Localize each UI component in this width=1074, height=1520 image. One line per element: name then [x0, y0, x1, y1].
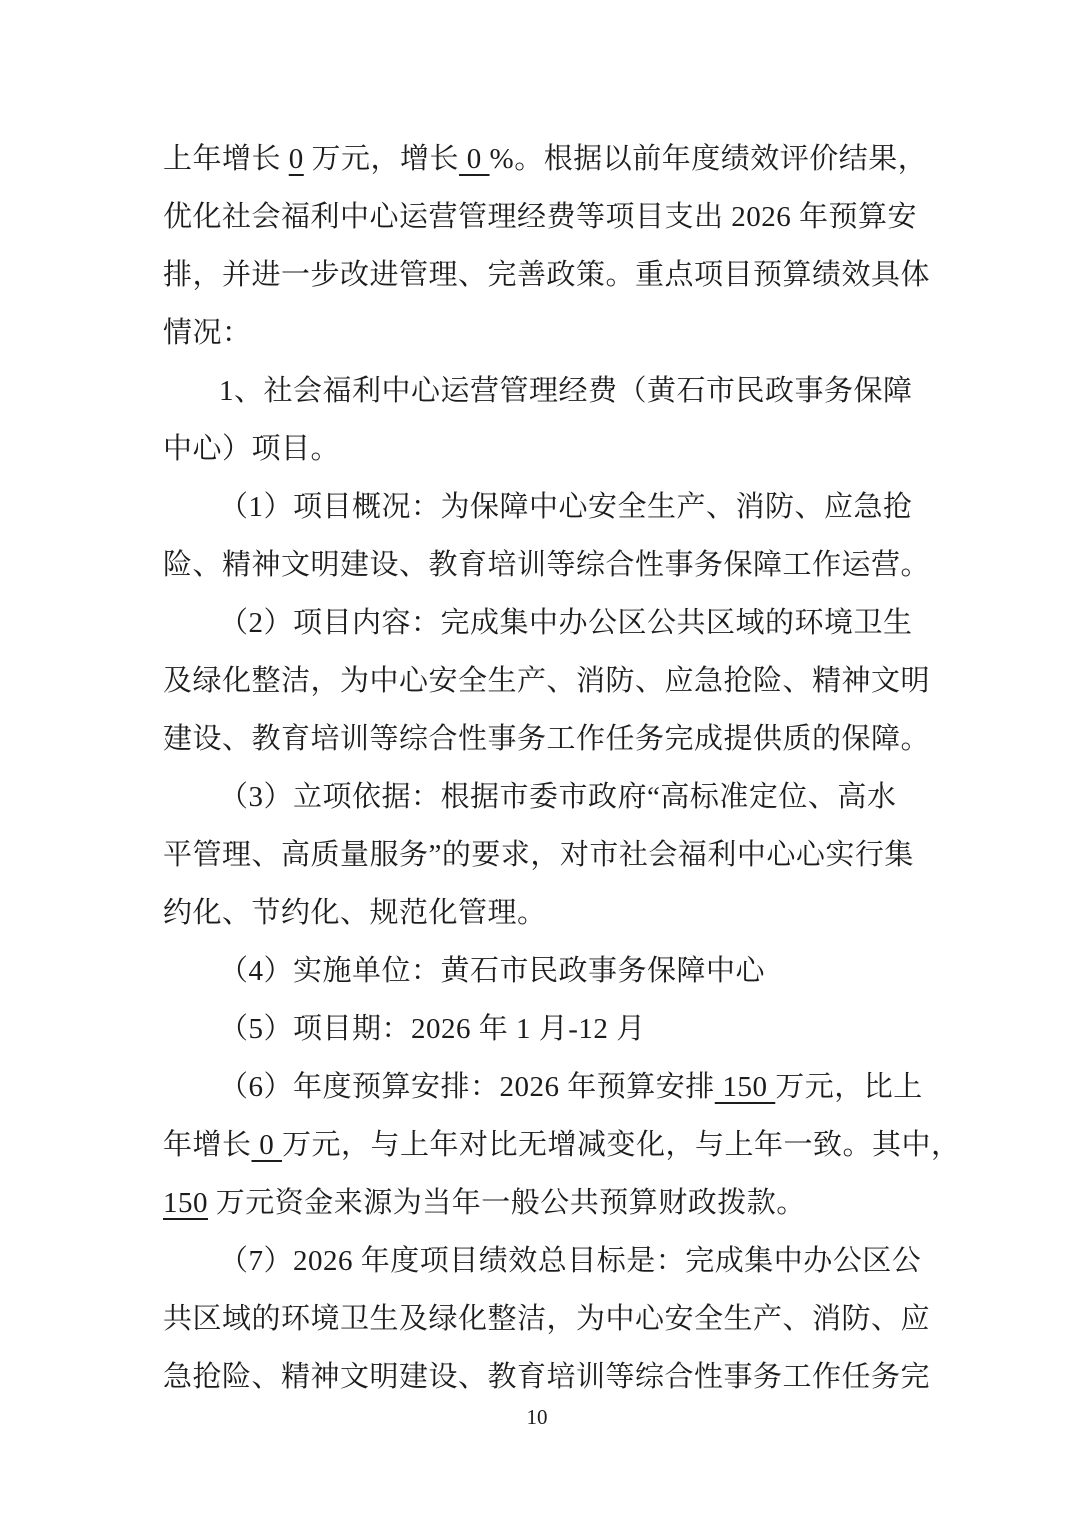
text-line — [163, 188, 923, 246]
text-segment: （3）立项依据：根据市委市政府“高标准定位、高水 — [219, 781, 897, 813]
text-line — [163, 1000, 923, 1058]
text-line — [163, 1232, 923, 1290]
text-line — [163, 942, 923, 1000]
underlined-value: 150 — [163, 1187, 208, 1219]
text-line — [163, 768, 923, 826]
text-line — [163, 594, 923, 652]
document-body — [163, 130, 961, 1406]
text-segment: 年增长 — [163, 1129, 252, 1161]
text-segment: 建设、教育培训等综合性事务工作任务完成提供质的保障。 — [163, 723, 931, 755]
text-line — [163, 1290, 931, 1348]
text-line — [163, 1116, 961, 1174]
underlined-value: 0 — [459, 143, 490, 175]
text-line — [163, 652, 931, 710]
text-segment: 险、精神文明建设、教育培训等综合性事务保障工作运营。 — [163, 549, 931, 581]
text-segment: （7）2026 年度项目绩效总目标是：完成集中办公区公 — [219, 1245, 922, 1277]
underlined-value: 0 — [251, 1129, 283, 1161]
page-number: 10 — [526, 1405, 548, 1429]
text-segment: 及绿化整洁，为中心安全生产、消防、应急抢险、精神文明 — [163, 665, 931, 697]
text-segment: 急抢险、精神文明建设、教育培训等综合性事务工作任务完 — [163, 1361, 931, 1393]
text-line — [163, 826, 923, 884]
underlined-value: 150 — [714, 1071, 776, 1103]
text-segment: 万元，增长 — [303, 143, 460, 175]
text-segment: （5）项目期：2026 年 1 月-12 月 — [219, 1013, 646, 1045]
text-segment: 1、社会福利中心运营管理经费（黄石市民政事务保障 — [219, 375, 913, 407]
text-line — [163, 1174, 923, 1232]
text-segment: 平管理、高质量服务”的要求，对市社会福利中心心实行集 — [163, 839, 914, 871]
text-line — [163, 1058, 923, 1116]
text-segment: 优化社会福利中心运营管理经费等项目支出 2026 年预算安 — [163, 201, 918, 233]
text-line — [163, 420, 923, 478]
text-segment: 共区域的环境卫生及绿化整洁，为中心安全生产、消防、应 — [163, 1303, 931, 1335]
text-line — [163, 710, 931, 768]
text-segment: （4）实施单位：黄石市民政事务保障中心 — [219, 955, 766, 987]
text-segment: 万元，比上 — [775, 1071, 923, 1103]
text-line — [163, 246, 931, 304]
text-segment: %。根据以前年度绩效评价结果， — [489, 143, 928, 175]
text-segment: 情况： — [163, 317, 252, 349]
text-segment: 万元，与上年对比无增减变化，与上年一致。其中， — [282, 1129, 961, 1161]
underlined-value: 0 — [288, 143, 304, 175]
text-segment: （1）项目概况：为保障中心安全生产、消防、应急抢 — [219, 491, 913, 523]
text-segment: 万元资金来源为当年一般公共预算财政拨款。 — [208, 1187, 806, 1219]
text-line — [163, 130, 928, 188]
text-line — [163, 536, 931, 594]
text-segment: 中心）项目。 — [163, 433, 341, 465]
text-segment: 排，并进一步改进管理、完善政策。重点项目预算绩效具体 — [163, 259, 931, 291]
text-segment: 上年增长 — [163, 143, 289, 175]
text-segment: （6）年度预算安排：2026 年预算安排 — [219, 1071, 715, 1103]
text-line — [163, 362, 923, 420]
text-line — [163, 478, 923, 536]
text-segment: 约化、节约化、规范化管理。 — [163, 897, 547, 929]
text-segment: （2）项目内容：完成集中办公区公共区域的环境卫生 — [219, 607, 913, 639]
text-line — [163, 304, 923, 362]
text-line — [163, 884, 923, 942]
text-line — [163, 1348, 931, 1406]
